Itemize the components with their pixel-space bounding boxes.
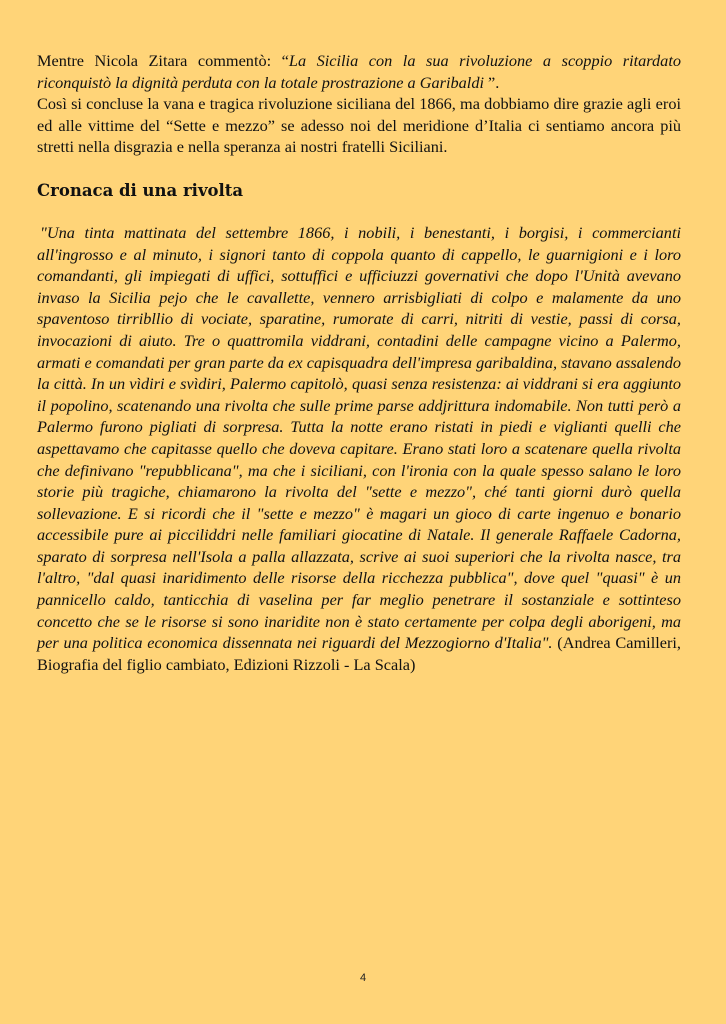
- document-body: [37, 50, 681, 675]
- conclusion-paragraph: Così si concluse la vana e tragica rivoluzione siciliana del 1866, ma dobbiamo dire grazie agli eroi ed alle vittime del “Sette e mezzo” se adesso noi del meridione d’Italia ci sentiamo ancora più stretti nella disgrazia e nella speranza ai nostri fratelli Siciliani.: [37, 94, 681, 157]
- page-number: 4: [359, 972, 367, 984]
- intro-suffix: ”.: [483, 72, 500, 92]
- zitara-quote: La Sicilia con la sua rivoluzione a scoppio ritardato riconquistò la dignità perduta con la totale prostrazione a Garibaldi: [37, 51, 681, 92]
- camilleri-quote-paragraph: [37, 222, 681, 675]
- intro-prefix: Mentre Nicola Zitara commentò: “: [37, 51, 289, 70]
- intro-paragraph: [37, 50, 681, 93]
- section-title: Cronaca di una rivolta: [37, 180, 244, 200]
- camilleri-quote-text: "Una tinta mattinata del settembre 1866, i nobili, i benestanti, i borgisi, i commercianti all'ingrosso e al minuto, i signori tanto di coppola quanto di cappello, le guarnigioni e i loro comandanti, gli impiegati di uffici, sottuffici e ufficiuzzi governativi che dopo l'Unità avevano invaso la Sicilia pejo che le cavallette, vennero arrisbigliati di colpo e malamente da uno spaventoso tirribllio di vociate, sparatine, rumorate di carri, nitriti di vestie, passi di corsa, invocazioni di aiuto. Tre o quattromila viddrani, contadini delle campagne vicino a Palermo, armati e comandati per gran parte da ex capisquadra dell'impresa garibaldina, stavano assalendo la città. In un vìdiri e svìdiri, Palermo capitolò, quasi senza resistenza: ai viddrani si era aggiunto il popolino, scatenando una rivolta che sulle prime parse addjrittura indomabile. Non tutti però a Palermo furono pigliati di sorpresa. Tutta la notte erano ristati in piedi e viglianti quelli che aspettavamo che capitasse quello che doveva capitare. Erano stati loro a scatenare quella rivolta che definivano "repubblicana", ma che i siciliani, con l'ironia con la quale spesso salano le loro storie più tragiche, chiamarono la rivolta del "sette e mezzo", ché tanti giorni durò quella sollevazione. E si ricordi che il "sette e mezzo" è magari un gioco di carte ingenuo e bonario accessibile pure ai picciliddri nelle familiari giocatine di Natale. Il generale Raffaele Cadorna, sparato di sorpresa nell'Isola a palla allazzata, scrive ai suoi superiori che la rivolta nasce, tra l'altro, "dal quasi inaridimento delle risorse della ricchezza pubblica", dove quel "quasi" è un pannicello caldo, tanticchia di vaselina per far meglio penetrare il sostanziale e sottinteso concetto che se le risorse si sono inaridite non è stato certamente per colpa degli aborigeni, ma per una politica economica dissennata nei riguardi del Mezzogiorno d'Italia".: [37, 222, 681, 653]
- quote-citation: (Andrea Camilleri, Biografia del figlio cambiato, Edizioni Rizzoli - La Scala): [37, 633, 681, 674]
